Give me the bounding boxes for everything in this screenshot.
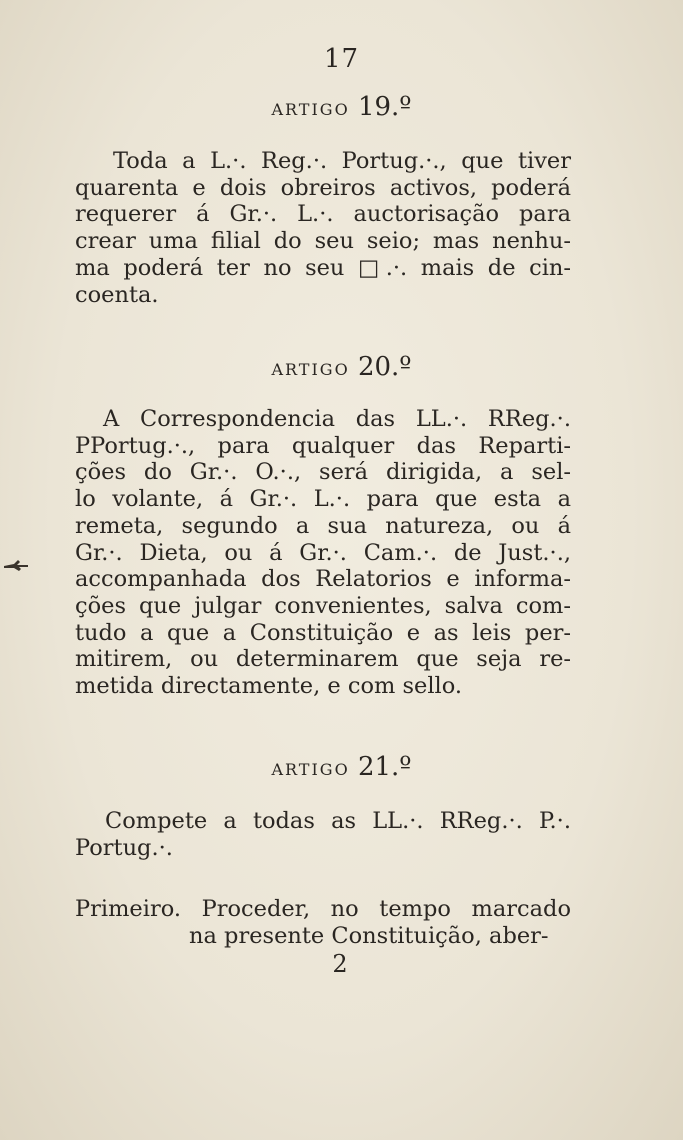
article-label: ARTIGO — [271, 760, 350, 779]
article-label: ARTIGO — [271, 100, 350, 119]
text-line: A Correspondencia das LL.·. RReg.·. — [103, 406, 571, 432]
article-number: 21.º — [357, 752, 412, 782]
text-line: tudo a que a Constituição e as leis per- — [75, 619, 571, 646]
page-number: 17 — [323, 44, 360, 74]
text-line: lo volante, á Gr.·. L.·. para que esta a — [75, 486, 571, 513]
article-21-text — [75, 808, 571, 861]
text-line: requerer á Gr.·. L.·. auctorisação para — [75, 201, 571, 228]
text-line: Gr.·. Dieta, ou á Gr.·. Cam.·. de Just.·., — [75, 539, 571, 566]
article-number: 20.º — [357, 352, 412, 382]
hand-pointer-icon — [2, 557, 32, 575]
text-line: Portug.·. — [75, 834, 173, 861]
text-line: crear uma filial do seu seio; mas nenhu- — [75, 228, 571, 255]
article-number: 19.º — [357, 92, 412, 122]
signature-mark: 2 — [332, 950, 348, 978]
text-line: remeta, segundo a sua natureza, ou á — [75, 512, 571, 539]
article-label: ARTIGO — [271, 360, 350, 379]
article-21-heading — [0, 752, 683, 782]
text-line: metida directamente, e com sello. — [75, 673, 463, 700]
article-19-text — [75, 148, 571, 308]
article-19-heading — [0, 92, 683, 122]
primeiro-text — [75, 896, 571, 949]
text-line: Toda a L.·. Reg.·. Portug.·., que tiver — [113, 148, 571, 174]
text-line: Primeiro. Proceder, no tempo marcado — [75, 896, 571, 922]
text-line: mitirem, ou determinarem que seja re- — [75, 646, 571, 673]
text-line: ma poderá ter no seu □.·. mais de cin- — [75, 254, 571, 281]
text-line: ções do Gr.·. O.·., será dirigida, a sel- — [75, 459, 571, 486]
article-20-text — [75, 406, 571, 700]
article-20-heading — [0, 352, 683, 382]
text-line: coenta. — [75, 281, 159, 308]
text-line: ções que julgar convenientes, salva com- — [75, 592, 571, 619]
text-line: na presente Constituição, aber- — [189, 922, 549, 949]
text-line: Compete a todas as LL.·. RReg.·. P.·. — [105, 808, 571, 834]
text-line: PPortug.·., para qualquer das Reparti- — [75, 432, 571, 459]
text-line: quarenta e dois obreiros activos, poderá — [75, 174, 571, 201]
text-line: accompanhada dos Relatorios e informa- — [75, 566, 571, 593]
